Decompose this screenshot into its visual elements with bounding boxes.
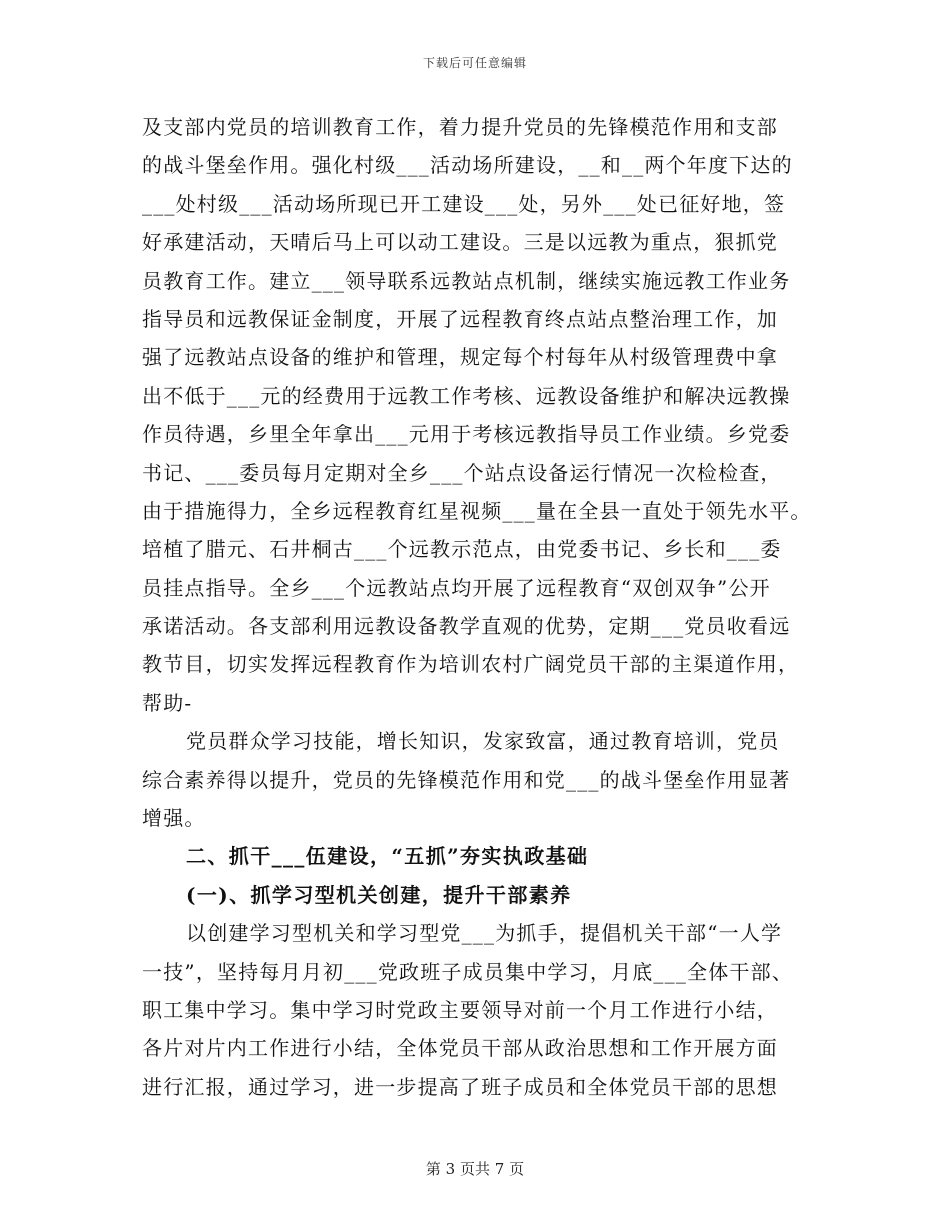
body-line: 的战斗堡垒作用。强化村级___活动场所建设，__和__两个年度下达的 xyxy=(142,153,793,178)
body-line: 职工集中学习。集中学习时党政主要领导对前一个月工作进行小结， xyxy=(142,997,778,1022)
body-line: 进行汇报，通过学习，进一步提高了班子成员和全体党员干部的思想 xyxy=(142,1074,778,1099)
subsection-heading: (一)、抓学习型机关创建，提升干部素养 xyxy=(186,882,572,907)
body-line: 帮助- xyxy=(142,690,193,715)
body-line: 作员待遇，乡里全年拿出___元用于考核远教指导员工作业绩。乡党委 xyxy=(142,422,791,447)
paragraph-first-line: 以创建学习型机关和学习型党___为抓手，提倡机关干部“一人学 xyxy=(186,921,783,946)
paragraph-first-line: 党员群众学习技能，增长知识，发家致富，通过教育培训，党员 xyxy=(186,729,780,754)
body-line: 出不低于___元的经费用于远教工作考核、远教设备维护和解决远教操 xyxy=(142,383,791,408)
body-line: 培植了腊元、石井桐古___个远教示范点，由党委书记、乡长和___委 xyxy=(142,537,782,562)
body-line: 由于措施得力，全乡远程教育红星视频___量在全县一直处于领先水平。 xyxy=(142,498,812,523)
body-line: 员挂点指导。全乡___个远教站点均开展了远程教育“双创双争”公开 xyxy=(142,575,771,600)
body-line: 增强。 xyxy=(142,806,206,831)
body-line: 各片对片内工作进行小结，全体党员干部从政治思想和工作开展方面 xyxy=(142,1036,778,1061)
page-header: 下载后可任意编辑 xyxy=(422,56,527,70)
document-body xyxy=(142,108,822,1106)
body-line: ___处村级___活动场所现已开工建设___处，另外___处已征好地，签 xyxy=(142,191,786,216)
section-heading: 二、抓干___伍建设，“五抓”夯实执政基础 xyxy=(186,844,589,869)
body-line: 一技”，坚持每月月初___党政班子成员集中学习，月底___全体干部、 xyxy=(142,959,794,984)
body-line: 指导员和远教保证金制度，开展了远程教育终点站点整治理工作，加 xyxy=(142,306,778,331)
body-line: 承诺活动。各支部利用远教设备教学直观的优势，定期___党员收看远 xyxy=(142,614,791,639)
body-line: 教节目，切实发挥远程教育作为培训农村广阔党员干部的主渠道作用， xyxy=(142,652,800,677)
page-number: 第 3 页共 7 页 xyxy=(425,1160,525,1178)
body-line: 综合素养得以提升，党员的先锋模范作用和党___的战斗堡垒作用显著 xyxy=(142,767,791,792)
body-line: 好承建活动，天晴后马上可以动工建设。三是以远教为重点，狠抓党 xyxy=(142,230,778,255)
body-line: 强了远教站点设备的维护和管理，规定每个村每年从村级管理费中拿 xyxy=(142,345,778,370)
body-line: 员教育工作。建立___领导联系远教站点机制，继续实施远教工作业务 xyxy=(142,268,791,293)
body-line: 及支部内党员的培训教育工作，着力提升党员的先锋模范作用和支部 xyxy=(142,115,778,139)
body-line: 书记、___委员每月定期对全乡___个站点设备运行情况一次检检查， xyxy=(142,460,782,485)
